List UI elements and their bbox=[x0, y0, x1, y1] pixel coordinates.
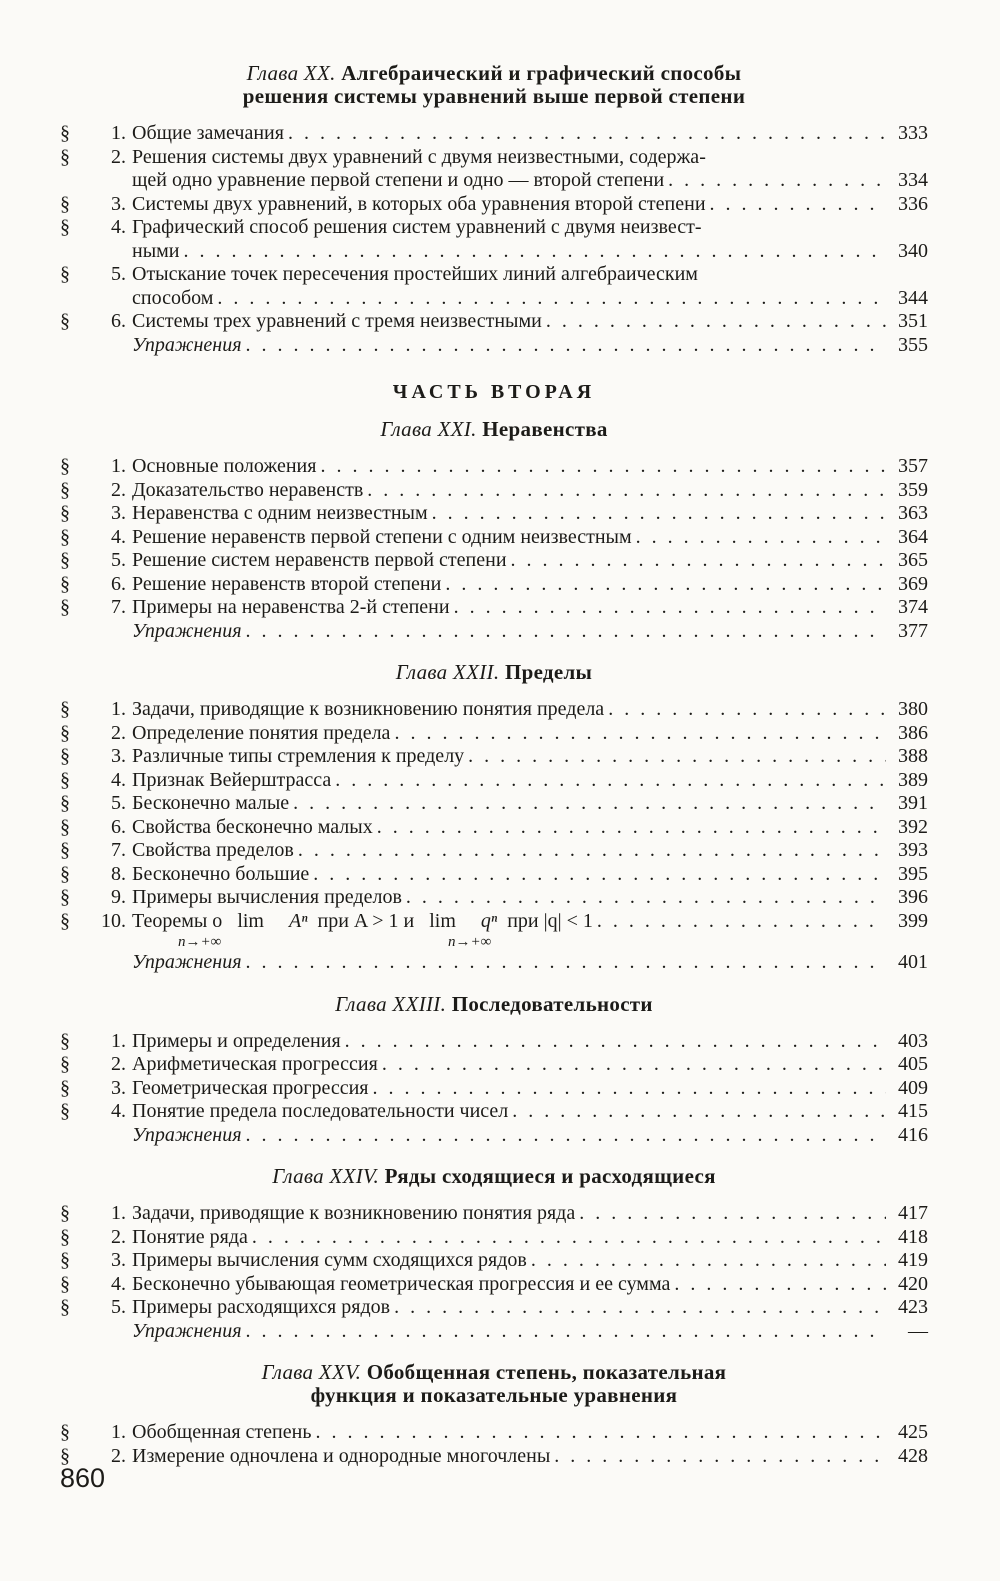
entry-number: 3. bbox=[111, 502, 126, 524]
entry-title: Обобщенная степень bbox=[132, 1421, 312, 1443]
lim-subscript-2: n→+∞ bbox=[448, 934, 492, 950]
chapter-23 bbox=[60, 993, 928, 1148]
condition-q: при |q| < 1 bbox=[507, 909, 593, 932]
exercises-row bbox=[60, 334, 928, 358]
chapter-title-line2: функция и показательные уравнения bbox=[310, 1383, 678, 1407]
entry-number: 3. bbox=[111, 192, 126, 215]
entry-number: 2. bbox=[111, 1053, 126, 1075]
page-ref: 380 bbox=[898, 698, 928, 720]
section-sign: § bbox=[60, 698, 70, 720]
page-ref: 363 bbox=[898, 502, 928, 524]
entry-number: 6. bbox=[111, 572, 126, 595]
toc-entry-continuation bbox=[60, 169, 928, 193]
entry-title-continuation: способом bbox=[132, 286, 214, 309]
toc-entry bbox=[60, 1100, 928, 1124]
toc-entry bbox=[60, 816, 928, 840]
section-sign: § bbox=[60, 1029, 70, 1052]
section-sign: § bbox=[60, 721, 70, 744]
toc-entry bbox=[60, 722, 928, 746]
entry-title: Бесконечно убывающая геометрическая прогрессия и ее сумма bbox=[132, 1272, 671, 1295]
chapter-title: Неравенства bbox=[482, 417, 608, 441]
power-a: Aⁿ bbox=[288, 909, 308, 932]
toc-entry bbox=[60, 263, 928, 287]
entry-title: Понятие ряда bbox=[132, 1225, 248, 1248]
chapter-25 bbox=[60, 1361, 928, 1468]
entry-title: Основные положения bbox=[132, 455, 317, 477]
entry-title: Примеры вычисления пределов bbox=[132, 886, 402, 908]
chapter-heading bbox=[60, 993, 928, 1016]
page-ref: 423 bbox=[898, 1296, 928, 1318]
chapter-20 bbox=[60, 62, 928, 357]
toc-entry bbox=[60, 1226, 928, 1250]
toc-entry bbox=[60, 863, 928, 887]
entry-title-continuation: ными bbox=[132, 239, 180, 262]
section-sign: § bbox=[60, 1272, 70, 1295]
chapter-heading bbox=[60, 62, 928, 108]
page-ref: 377 bbox=[898, 619, 928, 642]
page-ref: 334 bbox=[898, 169, 928, 191]
entry-number: 1. bbox=[111, 1029, 126, 1052]
toc-entry bbox=[60, 1273, 928, 1297]
chapter-prefix: Глава XXV. bbox=[261, 1360, 362, 1384]
exercises-row bbox=[60, 1320, 928, 1344]
exercises-label: Упражнения bbox=[132, 951, 242, 973]
section-sign: § bbox=[60, 145, 70, 168]
section-sign: § bbox=[60, 263, 70, 285]
entry-title: Признак Вейерштрасса bbox=[132, 768, 332, 791]
section-sign: § bbox=[60, 216, 70, 238]
entry-title: Решения системы двух уравнений с двумя неизвестными, содержа- bbox=[132, 145, 706, 168]
toc-entry bbox=[60, 1445, 928, 1469]
entry-title: Системы двух уравнений, в которых оба уравнения второй степени bbox=[132, 192, 706, 215]
lim-symbol-2: lim bbox=[429, 909, 456, 932]
entry-number: 10. bbox=[101, 909, 126, 932]
exercises-label: Упражнения bbox=[132, 619, 242, 642]
page-ref: 416 bbox=[898, 1123, 928, 1146]
section-sign: § bbox=[60, 909, 70, 932]
entry-number: 5. bbox=[111, 263, 126, 285]
toc-entry bbox=[60, 1030, 928, 1054]
entry-number: 6. bbox=[111, 815, 126, 838]
page-ref: 355 bbox=[898, 333, 928, 356]
toc-entry bbox=[60, 745, 928, 769]
toc-entry bbox=[60, 1421, 928, 1445]
entry-title-continuation: щей одно уравнение первой степени и одно — второй степени bbox=[132, 169, 665, 191]
entry-title bbox=[132, 910, 593, 934]
page-ref: 359 bbox=[898, 478, 928, 501]
entry-title: Различные типы стремления к пределу bbox=[132, 745, 465, 767]
chapter-heading bbox=[60, 661, 928, 684]
section-sign: § bbox=[60, 572, 70, 595]
exercises-row bbox=[60, 620, 928, 644]
toc-entry bbox=[60, 1077, 928, 1101]
chapter-prefix: Глава XXIV. bbox=[272, 1164, 380, 1188]
page-ref: 403 bbox=[898, 1029, 928, 1052]
entry-number: 1. bbox=[111, 122, 126, 144]
page-ref: 357 bbox=[898, 455, 928, 477]
entry-title: Определение понятия предела bbox=[132, 721, 391, 744]
entry-title: Решение систем неравенств первой степени bbox=[132, 549, 507, 571]
entry-number: 9. bbox=[111, 886, 126, 908]
section-sign: § bbox=[60, 862, 70, 885]
entry-title: Бесконечно малые bbox=[132, 792, 290, 814]
toc-entry bbox=[60, 1053, 928, 1077]
entry-number: 1. bbox=[111, 1202, 126, 1224]
page-ref: 386 bbox=[898, 721, 928, 744]
power-q: qⁿ bbox=[480, 909, 498, 932]
entry-title: Свойства пределов bbox=[132, 839, 294, 861]
section-sign: § bbox=[60, 886, 70, 908]
page-ref: 420 bbox=[898, 1272, 928, 1295]
chapter-title-line1: Обобщенная степень, показательная bbox=[366, 1360, 727, 1384]
toc-entry bbox=[60, 479, 928, 503]
page-ref: 392 bbox=[898, 815, 928, 838]
entry-number: 7. bbox=[111, 839, 126, 861]
entry-title: Примеры расходящихся рядов bbox=[132, 1296, 391, 1318]
toc-entry bbox=[60, 455, 928, 479]
entry-number: 2. bbox=[111, 478, 126, 501]
section-sign: § bbox=[60, 596, 70, 618]
page-ref: 401 bbox=[898, 951, 928, 973]
page-ref: 365 bbox=[898, 549, 928, 571]
section-sign: § bbox=[60, 192, 70, 215]
chapter-title-line2: решения системы уравнений выше первой степени bbox=[242, 84, 746, 108]
entry-title: Арифметическая прогрессия bbox=[132, 1053, 378, 1075]
entry-title: Примеры вычисления сумм сходящихся рядов bbox=[132, 1249, 527, 1271]
chapter-prefix: Глава XXI. bbox=[380, 417, 477, 441]
section-sign: § bbox=[60, 310, 70, 332]
entry-title: Понятие предела последовательности чисел bbox=[132, 1100, 509, 1122]
toc-entry bbox=[60, 216, 928, 240]
entry-number: 4. bbox=[111, 525, 126, 548]
chapter-heading bbox=[60, 1165, 928, 1188]
entry-number: 1. bbox=[111, 1421, 126, 1443]
section-sign: § bbox=[60, 478, 70, 501]
entry-title: Измерение одночлена и однородные многочлены bbox=[132, 1444, 551, 1467]
section-sign: § bbox=[60, 549, 70, 571]
lim-subscripts bbox=[60, 933, 928, 951]
entry-number: 3. bbox=[111, 745, 126, 767]
toc-entry bbox=[60, 769, 928, 793]
section-sign: § bbox=[60, 1225, 70, 1248]
entry-title: Системы трех уравнений с тремя неизвестными bbox=[132, 310, 542, 332]
section-sign: § bbox=[60, 1053, 70, 1075]
toc-entry-limits-theorem bbox=[60, 910, 928, 934]
chapter-21 bbox=[60, 418, 928, 643]
entry-number: 4. bbox=[111, 1272, 126, 1295]
entry-number: 7. bbox=[111, 596, 126, 618]
toc-entry bbox=[60, 310, 928, 334]
exercises-row bbox=[60, 951, 928, 975]
entry-title: Примеры и определения bbox=[132, 1029, 341, 1052]
section-sign: § bbox=[60, 839, 70, 861]
section-sign: § bbox=[60, 792, 70, 814]
page-ref: 369 bbox=[898, 572, 928, 595]
page-ref: 393 bbox=[898, 839, 928, 861]
toc-entry bbox=[60, 122, 928, 146]
page-ref: 351 bbox=[898, 310, 928, 332]
entry-number: 5. bbox=[111, 549, 126, 571]
toc-entry-continuation bbox=[60, 240, 928, 264]
chapter-title: Последовательности bbox=[451, 991, 653, 1016]
entry-title: Неравенства с одним неизвестным bbox=[132, 502, 428, 524]
table-of-contents bbox=[60, 62, 928, 1486]
page-ref: 344 bbox=[898, 286, 928, 309]
entry-title: Бесконечно большие bbox=[132, 862, 310, 885]
chapter-22 bbox=[60, 661, 928, 975]
page-ref: 409 bbox=[898, 1076, 928, 1099]
page-number: 860 bbox=[60, 1463, 106, 1493]
toc-entry bbox=[60, 1249, 928, 1273]
section-sign: § bbox=[60, 122, 70, 144]
entry-number: 6. bbox=[111, 310, 126, 332]
page-ref: 388 bbox=[898, 745, 928, 767]
chapter-title: Пределы bbox=[504, 660, 593, 684]
chapter-heading bbox=[60, 1361, 928, 1407]
toc-entry bbox=[60, 573, 928, 597]
chapter-title: Ряды сходящиеся и расходящиеся bbox=[384, 1164, 716, 1188]
entry-title: Решение неравенств первой степени с одним неизвестным bbox=[132, 525, 632, 548]
entry-title: Графический способ решения систем уравнений с двумя неизвест- bbox=[132, 216, 702, 238]
exercises-label: Упражнения bbox=[132, 333, 242, 356]
entry-number: 4. bbox=[111, 768, 126, 791]
lim-subscript-1: n→+∞ bbox=[178, 934, 222, 950]
page-ref: 340 bbox=[898, 239, 928, 262]
exercises-label: Упражнения bbox=[132, 1319, 242, 1342]
chapter-prefix: Глава XXIII. bbox=[335, 991, 447, 1016]
toc-entry bbox=[60, 1202, 928, 1226]
section-sign: § bbox=[60, 1296, 70, 1318]
section-sign: § bbox=[60, 455, 70, 477]
chapter-heading bbox=[60, 418, 928, 441]
page-ref: 428 bbox=[898, 1444, 928, 1467]
chapter-prefix: Глава XXII. bbox=[395, 660, 500, 684]
toc-entry bbox=[60, 596, 928, 620]
section-sign: § bbox=[60, 525, 70, 548]
page-ref: — bbox=[908, 1319, 928, 1342]
page-ref: 333 bbox=[898, 122, 928, 144]
page-ref: 419 bbox=[898, 1249, 928, 1271]
page-ref: 415 bbox=[898, 1100, 928, 1122]
exercises-label: Упражнения bbox=[132, 1123, 242, 1146]
entry-title: Задачи, приводящие к возникновению понятия ряда bbox=[132, 1202, 576, 1224]
toc-entry bbox=[60, 193, 928, 217]
lim-symbol: lim bbox=[237, 909, 264, 932]
entry-title: Отыскание точек пересечения простейших линий алгебраическим bbox=[132, 263, 698, 285]
entry-number: 2. bbox=[111, 1225, 126, 1248]
entry-number: 3. bbox=[111, 1076, 126, 1099]
entry-title: Геометрическая прогрессия bbox=[132, 1076, 369, 1099]
chapter-prefix: Глава XX. bbox=[246, 61, 336, 85]
toc-entry bbox=[60, 526, 928, 550]
entry-title: Примеры на неравенства 2-й степени bbox=[132, 596, 450, 618]
page-ref: 391 bbox=[898, 792, 928, 814]
page-ref: 418 bbox=[898, 1225, 928, 1248]
entry-number: 2. bbox=[111, 145, 126, 168]
entry-number: 2. bbox=[111, 721, 126, 744]
toc-entry bbox=[60, 146, 928, 170]
condition-a: при A > 1 и bbox=[317, 909, 415, 932]
toc-entry bbox=[60, 839, 928, 863]
part-heading: ЧАСТЬ ВТОРАЯ bbox=[392, 381, 596, 403]
page-ref: 417 bbox=[898, 1202, 928, 1224]
page-ref: 399 bbox=[898, 909, 928, 932]
entry-number: 5. bbox=[111, 1296, 126, 1318]
entry-number: 2. bbox=[111, 1444, 126, 1467]
entry-number: 4. bbox=[111, 216, 126, 238]
entry-title: Доказательство неравенств bbox=[132, 478, 364, 501]
toc-entry bbox=[60, 502, 928, 526]
section-sign: § bbox=[60, 1100, 70, 1122]
toc-entry bbox=[60, 886, 928, 910]
toc-entry bbox=[60, 549, 928, 573]
page-ref: 364 bbox=[898, 525, 928, 548]
entry-number: 8. bbox=[111, 862, 126, 885]
page-ref: 336 bbox=[898, 192, 928, 215]
entry-number: 4. bbox=[111, 1100, 126, 1122]
chapter-title-line1: Алгебраический и графический способы bbox=[341, 61, 742, 85]
section-sign: § bbox=[60, 1202, 70, 1224]
entry-title: Общие замечания bbox=[132, 122, 284, 144]
section-sign: § bbox=[60, 1076, 70, 1099]
section-sign: § bbox=[60, 502, 70, 524]
page-ref: 396 bbox=[898, 886, 928, 908]
section-sign: § bbox=[60, 768, 70, 791]
section-sign: § bbox=[60, 1444, 70, 1467]
section-sign: § bbox=[60, 1249, 70, 1271]
toc-entry bbox=[60, 792, 928, 816]
section-sign: § bbox=[60, 815, 70, 838]
entry-title: Свойства бесконечно малых bbox=[132, 815, 373, 838]
section-sign: § bbox=[60, 745, 70, 767]
entry-number: 3. bbox=[111, 1249, 126, 1271]
toc-entry-continuation bbox=[60, 287, 928, 311]
entry-number: 5. bbox=[111, 792, 126, 814]
toc-entry bbox=[60, 1296, 928, 1320]
page-ref: 405 bbox=[898, 1053, 928, 1075]
page-ref: 389 bbox=[898, 768, 928, 791]
exercises-row bbox=[60, 1124, 928, 1148]
theorem-text: Теоремы о bbox=[132, 909, 223, 932]
toc-entry bbox=[60, 698, 928, 722]
page-ref: 374 bbox=[898, 596, 928, 618]
entry-number: 1. bbox=[111, 455, 126, 477]
entry-title: Задачи, приводящие к возникновению понятия предела bbox=[132, 698, 605, 720]
chapter-24 bbox=[60, 1165, 928, 1343]
page-ref: 395 bbox=[898, 862, 928, 885]
section-sign: § bbox=[60, 1421, 70, 1443]
entry-number: 1. bbox=[111, 698, 126, 720]
page-ref: 425 bbox=[898, 1421, 928, 1443]
entry-title: Решение неравенств второй степени bbox=[132, 572, 442, 595]
